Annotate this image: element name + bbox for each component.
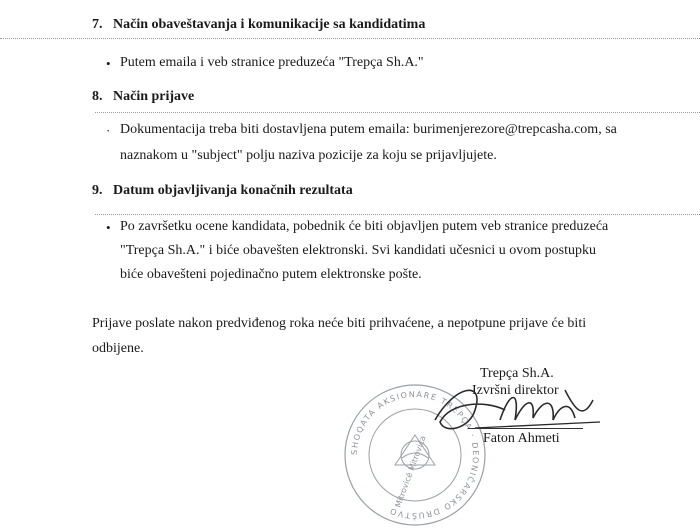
section-9-title: Datum objavljivanja konačnih rezultata [113, 183, 353, 198]
section-8-line-1: Dokumentacija treba biti dostavljena putem emaila: burimenjerezore@trepcasha.com, sa [120, 122, 617, 137]
section-7-line-1: Putem emaila i veb stranice preduzeća "Trepça Sh.A." [120, 55, 424, 70]
closing-line-1: Prijave poslate nakon predviđenog roka neće biti prihvaćene, a nepotpune prijave će biti [92, 316, 587, 331]
signature-line [468, 428, 583, 429]
section-9-line-1: Po završetku ocene kandidata, pobednik će biti objavljen putem veb stranice preduzeća [120, 219, 609, 234]
section-7-bullet: • [106, 56, 111, 71]
section-9-bullet: • [106, 220, 111, 235]
stamp-ring-text: SHOQATA AKSIONARE TREPÇA · DEONIČARSKO DRUŠTVO [349, 389, 481, 521]
section-8-bullet: · [106, 123, 111, 138]
section-7-title: Način obaveštavanja i komunikacije sa kandidatima [113, 17, 426, 32]
closing-line-2: odbijene. [92, 341, 144, 356]
section-9-line-2: "Trepça Sh.A." i biće obavešten elektronski. Svi kandidati učesnici u ovom postupku [120, 243, 596, 258]
section-9-number: 9. [92, 183, 103, 198]
signature-company: Trepça Sh.A. [480, 366, 554, 381]
section-9-line-3: biće obavešteni pojedinačno putem elektronske pošte. [120, 267, 422, 282]
section-7-number: 7. [92, 17, 103, 32]
signature-role: Izvršni direktor [472, 383, 559, 398]
stamp-bottom-text: Mitrovicë Mitrovica [393, 434, 428, 509]
section-8-number: 8. [92, 89, 103, 104]
section-8-title: Način prijave [113, 89, 195, 104]
section-8-line-2: naznakom u "subject" polju naziva pozicije za koju se prijavljujete. [120, 148, 497, 163]
signature-name: Faton Ahmeti [483, 431, 560, 446]
